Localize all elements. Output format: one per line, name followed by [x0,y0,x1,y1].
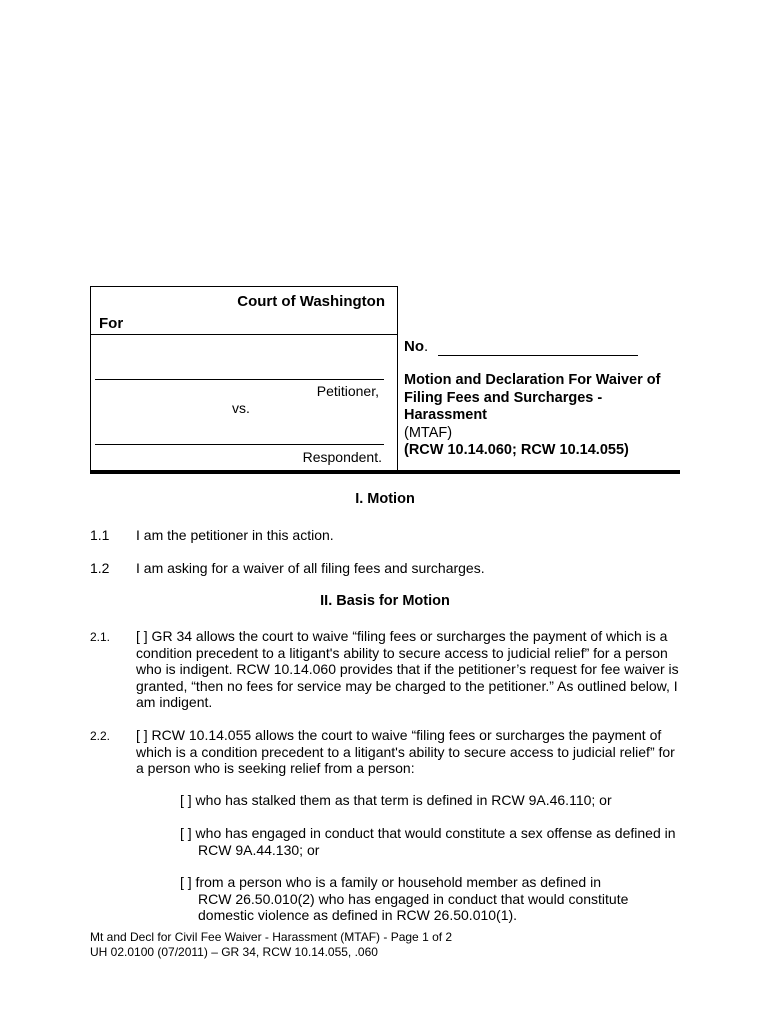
option-text: [ ] from a person who is a family or household member as defined in [180,874,601,890]
title-abbreviation: (MTAF) [404,424,453,441]
case-caption [90,286,680,474]
respondent-label: Respondent. [302,449,382,465]
section-heading-motion: I. Motion [355,491,415,507]
case-number-label: No. [404,338,429,355]
caption-party-box [90,286,398,470]
case-number-line[interactable] [438,355,638,356]
option-text: [ ] who has engaged in conduct that would constitute a sex offense as defined in [180,825,676,841]
option-text: [ ] who has stalked them as that term is defined in RCW 9A.46.110; or [180,792,612,808]
court-name: Court of Washington [237,293,385,310]
title-line-1: Motion and Declaration For Waiver of [404,372,661,388]
basis-option-stalking [180,792,680,809]
title-line-3: Harassment [404,407,488,423]
title-rcw: (RCW 10.14.060; RCW 10.14.055) [404,442,629,458]
item-number: 1.1 [90,527,110,543]
item-text: [ ] GR 34 allows the court to waive “filing fees or surcharges the payment of which is a condition precedent to a litigant's ability to secure access to judicial relief” for a person who is indigent. RCW 10.14.060 provides that if the petitioner’s request for fee waiver is granted, “then no fees for service may be charged to the petitioner.” As outlined below, I am indigent. [136,628,679,710]
item-number: 1.2 [90,560,110,576]
petitioner-label: Petitioner, [316,383,379,399]
county-for-label: For [99,315,124,332]
item-text: I am asking for a waiver of all filing fees and surcharges. [136,560,485,576]
option-text-continued: RCW 9A.44.130; or [198,841,320,858]
caption-divider [91,334,397,335]
basis-option-sex-offense [180,825,680,858]
versus-label: vs. [232,400,250,416]
footer-line-2: UH 02.0100 (07/2011) – GR 34, RCW 10.14.055, .060 [90,945,378,959]
respondent-name-line[interactable] [95,444,384,445]
option-text-continued: RCW 26.50.010(2) who has engaged in conduct that would constitute domestic violence as defined in RCW 26.50.010(1). [198,890,629,923]
petitioner-name-line[interactable] [95,379,384,380]
page-footer [90,930,452,960]
item-text: I am the petitioner in this action. [136,527,334,543]
section-heading-basis: II. Basis for Motion [320,593,450,609]
basis-option-domestic-violence [180,874,680,924]
item-number: 2.1. [90,630,111,644]
document-title [404,372,660,460]
item-number: 2.2. [90,729,111,743]
caption-thick-rule [90,470,680,474]
footer-line-1: Mt and Decl for Civil Fee Waiver - Harassment (MTAF) - Page 1 of 2 [90,930,453,944]
title-line-2: Filing Fees and Surcharges - [404,389,603,406]
item-text: [ ] RCW 10.14.055 allows the court to waive “filing fees or surcharges the payment of which is a condition precedent to a litigant's ability to secure access to judicial relief” for a person who is seeking relief from a person: [136,727,675,776]
